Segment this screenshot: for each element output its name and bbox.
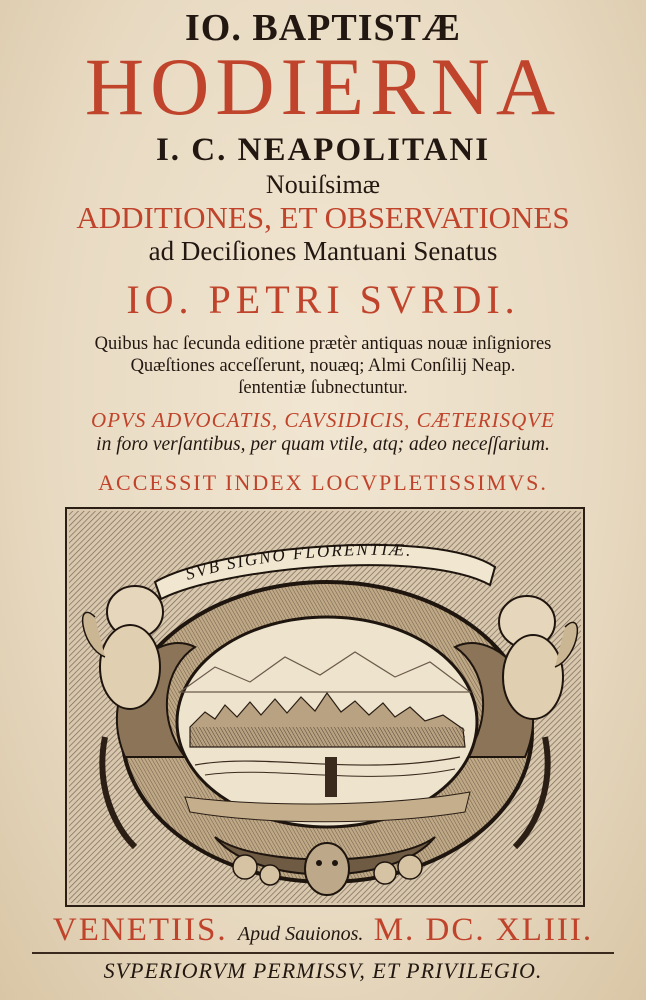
work-subject: ad Deciſiones Mantuani Senatus: [148, 236, 498, 266]
author-surname: HODIERNA: [84, 41, 562, 132]
imprint-line: [0, 912, 646, 949]
imprint-year: M. DC. XLIII.: [373, 912, 594, 948]
printer-device-engraving: [65, 507, 585, 907]
audience-line-2: in foro verſantibus, per quam vtile, atq; adeo neceſſarium.: [96, 434, 550, 455]
engraving-banner-textpath: SVB SIGNO FLORENTIÆ.: [183, 539, 414, 584]
imprint-place: VENETIIS.: [52, 912, 228, 948]
index-note: ACCESSIT INDEX LOCVPLETISSIMVS.: [98, 470, 548, 495]
work-qualifier: Nouiſsimæ: [265, 170, 381, 199]
subject-author: IO. PETRI SVRDI.: [126, 277, 520, 322]
privilege-line: SVPERIORVM PERMISSV, ET PRIVILEGIO.: [103, 958, 543, 983]
description-line-2: Quæſtiones acceſſerunt, nouæq; Almi Conſilij Neap.: [130, 356, 516, 376]
description-line-1: Quibus hac ſecunda editione prætèr antiquas nouæ inſigniores: [94, 334, 552, 354]
description-line-3: ſententiæ ſubnectuntur.: [238, 378, 408, 398]
author-title: I. C. NEAPOLITANI: [155, 132, 491, 168]
author-forename: IO. BAPTISTÆ: [185, 7, 461, 49]
imprint-rule: [32, 952, 614, 954]
audience-line-1: OPVS ADVOCATIS, CAVSIDICIS, CÆTERISQVE: [91, 408, 555, 432]
work-title: ADDITIONES, ET OBSERVATIONES: [76, 200, 570, 235]
imprint-printer: Apud Sauionos.: [237, 923, 364, 945]
